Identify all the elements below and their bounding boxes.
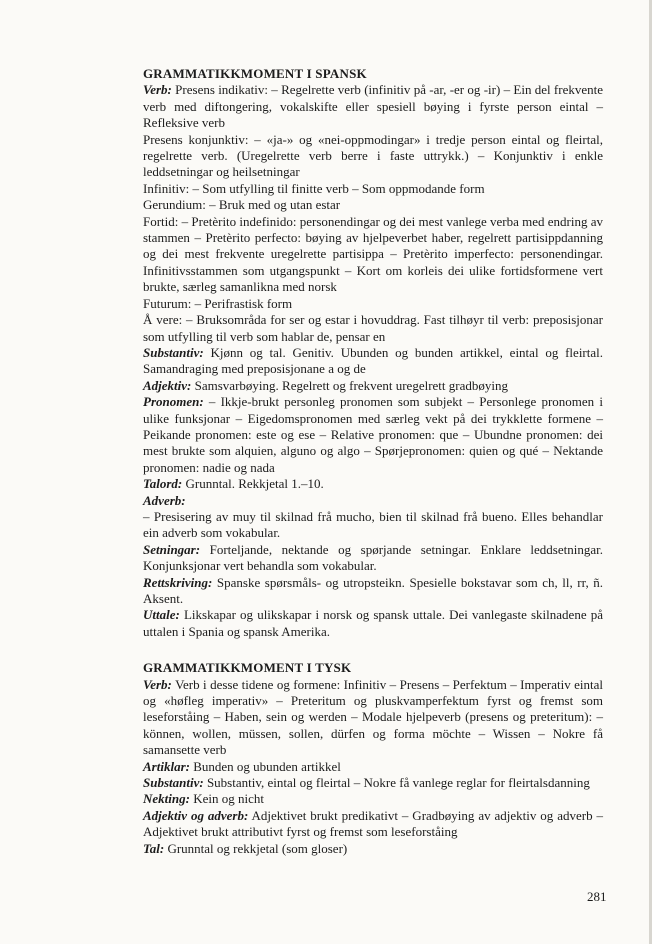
paragraph-text: Å vere: – Bruksområda for ser og estar i hovuddrag. Fast tilhøyr til verb: preposisjonar som utfylling til verb som hablar de, pensar en: [143, 312, 603, 344]
spanish-paragraph: [143, 312, 603, 345]
german-paragraph: [143, 759, 603, 775]
paragraph-text: Grunntal og rekkjetal (som gloser): [164, 840, 348, 856]
german-paragraph: [143, 808, 603, 841]
spanish-paragraph: [143, 542, 603, 575]
spanish-paragraph: [143, 214, 603, 296]
spanish-paragraph: [143, 197, 603, 213]
spanish-paragraph: [143, 394, 603, 476]
paragraph-text: Bunden og ubunden artikkel: [189, 758, 341, 774]
term-label: Verb:: [143, 676, 172, 692]
german-section: [143, 677, 603, 857]
spanish-paragraph: [143, 345, 603, 378]
paragraph-text: Spanske spørsmåls- og utropsteikn. Spesielle bokstavar som ch, ll, rr, ñ. Aksent.: [143, 574, 603, 606]
paragraph-text: Substantiv, eintal og fleirtal – Nokre få vanlege reglar for fleirtalsdanning: [203, 775, 590, 791]
term-label: Pronomen:: [143, 394, 204, 410]
german-paragraph: [143, 775, 603, 791]
german-heading: GRAMMATIKKMOMENT I TYSK: [143, 660, 352, 676]
paragraph-text: Kjønn og tal. Genitiv. Ubunden og bunden artikkel, eintal og fleirtal. Samandraging med preposisjonane a og de: [143, 344, 603, 377]
spanish-paragraph: [143, 509, 603, 542]
paragraph-text: Presens konjunktiv: – «ja-» og «nei-oppmodingar» i tredje person eintal og fleirtal, regelrette verb. (Uregelrette verb berre i faste uttrykk.) – Konjunktiv i enkle leddsetningar og heilsetningar: [143, 131, 603, 180]
term-label: Adjektiv:: [143, 377, 192, 393]
spanish-section: [143, 82, 603, 640]
spanish-paragraph: [143, 493, 603, 509]
german-paragraph: [143, 677, 603, 759]
spanish-paragraph: [143, 607, 603, 640]
spanish-paragraph: [143, 296, 603, 312]
term-label: Tal:: [143, 840, 165, 856]
paragraph-text: Forteljande, nektande og spørjande setningar. Enklare leddsetningar. Konjunksjonar vert behandla som vokabular.: [143, 541, 603, 574]
spanish-paragraph: [143, 181, 603, 197]
spanish-paragraph: [143, 378, 603, 394]
paragraph-text: Gerundium: – Bruk med og utan estar: [143, 197, 341, 213]
term-label: Nekting:: [143, 791, 190, 807]
spanish-paragraph: [143, 132, 603, 181]
paragraph-text: – Ikkje-brukt personleg pronomen som subjekt – Personlege pronomen i ulike funksjonar – Eigedomspronomen med særleg vekt på dei trykklette formene – Peikande pronomen: este og ese – Relative pronomen: que – Ubundne pronomen: dei mest brukte som alquien, alguno og algo – Spørjepronomen: quien og qué – Nektande pronomen: nadie og nada: [143, 394, 603, 475]
german-paragraph: [143, 841, 603, 857]
spanish-heading: GRAMMATIKKMOMENT I SPANSK: [143, 66, 367, 81]
paragraph-text: Grunntal. Rekkjetal 1.–10.: [182, 476, 324, 492]
term-label: Verb:: [143, 82, 172, 98]
term-label: Setningar:: [143, 541, 201, 557]
term-label: Substantiv:: [143, 344, 204, 360]
term-label: Artiklar:: [143, 758, 190, 774]
paragraph-text: – Presisering av muy til skilnad frå mucho, bien til skilnad frå bueno. Elles behandlar ein adverb som vokabular.: [143, 508, 603, 541]
term-label: Adjektiv og adverb:: [143, 807, 249, 823]
term-label: Adverb:: [143, 492, 186, 508]
spanish-paragraph: [143, 476, 603, 492]
paragraph-text: Fortid: – Pretèrito indefinido: personendingar og dei mest vanlege verba med endring av stammen – Pretèrito perfecto: bøying av hjelpeverbet haber, regelrett partisippdanning og dei mest frekvente uregelrette partisippa – Pretèrito imperfecto: personendingar. Infinitivsstammen som utgangspunkt – Kort om korleis dei ulike fortidsformene vert brukte, særleg samanlikna med norsk: [143, 213, 603, 295]
paragraph-text: Samsvarbøying. Regelrett og frekvent uregelrett gradbøying: [191, 377, 508, 393]
term-label: Substantiv:: [143, 775, 204, 791]
paragraph-text: Kein og nicht: [189, 791, 264, 807]
spanish-paragraph: [143, 82, 603, 131]
term-label: Talord:: [143, 476, 183, 492]
page-number: 281: [587, 889, 607, 904]
paragraph-text: Likskapar og ulikskapar i norsk og spansk uttale. Dei vanlegaste skilnadene på uttalen i Spania og spansk Amerika.: [143, 607, 603, 639]
page-content: [143, 66, 603, 857]
spanish-paragraph: [143, 575, 603, 608]
term-label: Rettskriving:: [143, 574, 213, 590]
paragraph-text: Presens indikativ: – Regelrette verb (infinitiv på -ar, -er og -ir) – Ein del frekvente verb med diftongering, vokalskifte eller spesiell bøying i fyrste person eintal – Refleksive verb: [143, 82, 603, 131]
paragraph-text: Verb i desse tidene og formene: Infinitiv – Presens – Perfektum – Imperativ eintal og «høfleg imperativ» – Preteritum og pluskvamperfektum fyrst og fremst som leseforståing – Haben, sein og werden – Modale hjelpeverb (presens og preteritum): – können, wollen, müssen, sollen, dürfen og forma möchte – Wissen – Nokre få samansette verb: [143, 676, 603, 758]
german-paragraph: [143, 791, 603, 807]
paragraph-text: Adjektivet brukt predikativt – Gradbøying av adjektiv og adverb – Adjektivet brukt attributivt fyrst og fremst som leseforståing: [143, 807, 603, 840]
term-label: Uttale:: [143, 607, 180, 623]
paragraph-text: Futurum: – Perifrastisk form: [143, 295, 293, 311]
paragraph-text: Infinitiv: – Som utfylling til finitte verb – Som oppmodande form: [143, 180, 485, 196]
